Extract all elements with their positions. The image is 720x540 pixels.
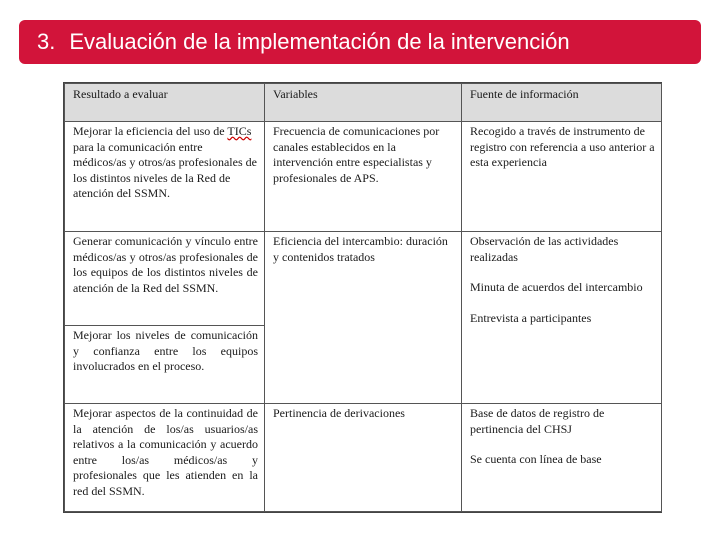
evaluation-table xyxy=(64,83,662,512)
fuente-item: Minuta de acuerdos del intercambio xyxy=(470,280,643,294)
slide-title-bar xyxy=(19,20,701,64)
cell-variables: Frecuencia de comunicaciones por canales establecidos en la intervención entre especialistas y profesionales de APS. xyxy=(265,122,462,232)
cell-variables: Eficiencia del intercambio: duración y contenidos tratados xyxy=(265,232,462,404)
fuente-item: Entrevista a participantes xyxy=(470,310,592,325)
resultado-text: Mejorar la eficiencia del uso de xyxy=(73,124,228,138)
cell-fuente xyxy=(462,122,662,232)
cell-resultado: Mejorar los niveles de comunicación y confianza entre los equipos involucrados en el proceso. xyxy=(65,326,265,404)
header-resultado: Resultado a evaluar xyxy=(65,84,265,122)
table-header-row xyxy=(65,84,662,122)
slide-number: 3. xyxy=(37,29,56,54)
fuente-item: Recogido a través de instrumento de registro con referencia a uso anterior a esta experiencia xyxy=(470,124,655,169)
cell-resultado xyxy=(65,122,265,232)
slide-title: Evaluación de la implementación de la intervención xyxy=(69,29,570,54)
table-row xyxy=(65,232,662,326)
evaluation-table-container xyxy=(63,82,662,513)
fuente-item: Observación de las actividades realizadas xyxy=(470,234,619,264)
table-row xyxy=(65,122,662,232)
fuente-item: Base de datos de registro de pertinencia del CHSJ xyxy=(470,406,605,436)
cell-variables: Pertinencia de derivaciones xyxy=(265,404,462,512)
cell-resultado: Generar comunicación y vínculo entre médicos/as y otros/as profesionales de los equipos de los distintos niveles de atención de la Red del SSMN. xyxy=(65,232,265,326)
cell-resultado: Mejorar aspectos de la continuidad de la atención de los/as usuarios/as relativos a la comunicación y acuerdo entre los/as médicos/as y profesionales que les atienden en la red del SSMN. xyxy=(65,404,265,512)
header-variables: Variables xyxy=(265,84,462,122)
resultado-text-cont: para la comunicación entre médicos/as y otros/as profesionales de los distintos niveles de la Red de atención del SSMN. xyxy=(73,139,257,200)
cell-fuente xyxy=(462,404,662,512)
header-fuente: Fuente de información xyxy=(462,84,662,122)
table-row xyxy=(65,404,662,512)
cell-fuente xyxy=(462,232,662,404)
fuente-item: Se cuenta con línea de base xyxy=(470,452,602,466)
resultado-tics: TICs xyxy=(227,124,252,138)
